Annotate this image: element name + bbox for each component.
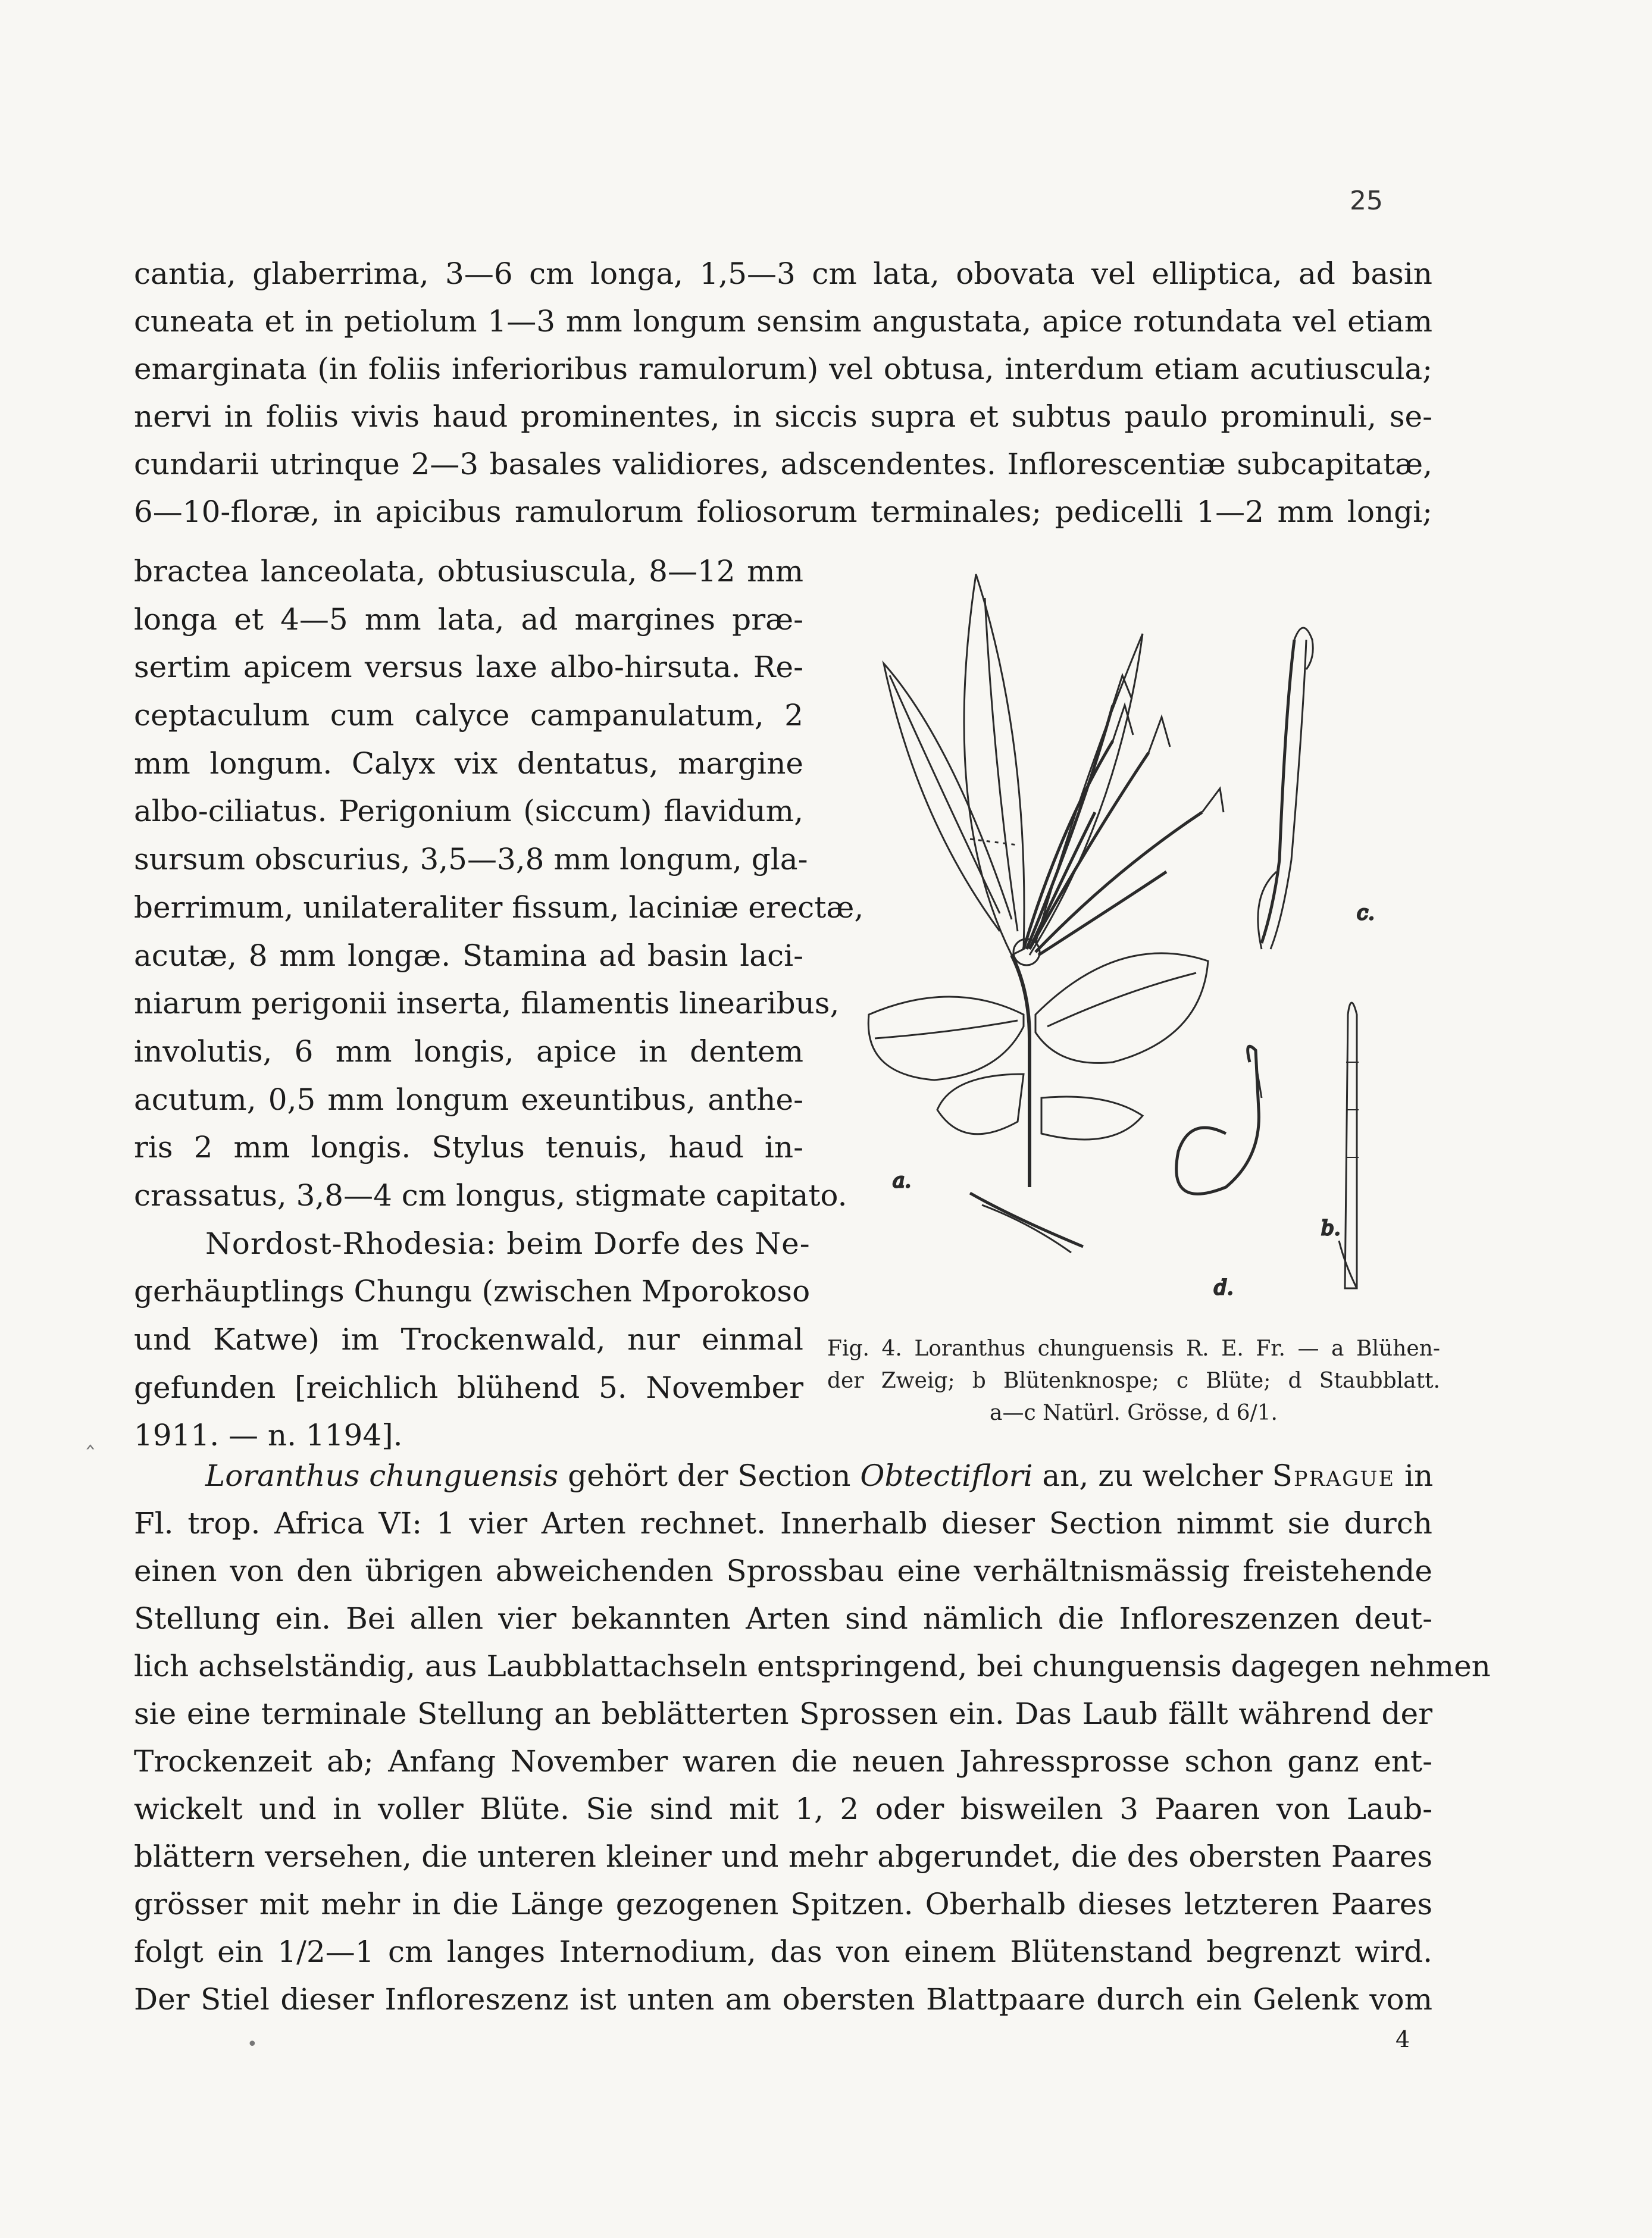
narrow-column-text <box>134 547 864 1460</box>
text-line-first <box>134 1452 1432 1500</box>
top-paragraph <box>134 250 1432 536</box>
text-line: folgt ein 1/2—1 cm langes Internodium, das von einem Blütenstand begrenzt wird. <box>134 1935 1432 1969</box>
text-line: gefunden [reichlich blühend 5. November <box>134 1370 803 1405</box>
figure-label-d: d. <box>1214 1276 1234 1300</box>
text-line: emarginata (in foliis inferioribus ramulorum) vel obtusa, interdum etiam acutiuscula; <box>134 352 1432 386</box>
figure-caption <box>827 1333 1440 1429</box>
text-line: Der Stiel dieser Infloreszenz ist unten am obersten Blattpaare durch ein Gelenk vom <box>134 1982 1432 2017</box>
text-line: albo-ciliatus. Perigonium (siccum) flavidum, <box>134 794 803 829</box>
discussion-paragraph <box>134 1452 1491 2023</box>
text-line: Trockenzeit ab; Anfang November waren die neuen Jahressprosse schon ganz ent- <box>134 1744 1432 1779</box>
text-line: blättern versehen, die unteren kleiner und mehr abgerundet, die des obersten Paares <box>134 1839 1432 1874</box>
text-fragment: in <box>1395 1458 1434 1493</box>
text-line: Stellung ein. Bei allen vier bekannten Arten sind nämlich die Infloreszenzen deut- <box>134 1601 1432 1636</box>
text-line: wickelt und in voller Blüte. Sie sind mit 1, 2 oder bisweilen 3 Paaren von Laub- <box>134 1792 1432 1826</box>
text-line: einen von den übrigen abweichenden Sprossbau eine verhältnismässig freistehende <box>134 1554 1432 1588</box>
footer-mark: • <box>247 2034 258 2055</box>
text-line: 6—10-floræ, in apicibus ramulorum foliosorum terminales; pedicelli 1—2 mm longi; <box>134 494 1432 529</box>
text-line: und Katwe) im Trockenwald, nur einmal <box>134 1322 803 1357</box>
text-line: acutum, 0,5 mm longum exeuntibus, anthe- <box>134 1082 803 1117</box>
text-line: sursum obscurius, 3,5—3,8 mm longum, gla- <box>134 842 808 877</box>
locality-line: Nordost-Rhodesia: beim Dorfe des Ne- <box>205 1226 811 1261</box>
text-line: niarum perigonii inserta, filamentis linearibus, <box>134 986 840 1021</box>
author-name: Sprague <box>1272 1458 1396 1493</box>
species-name: Loranthus chunguensis <box>205 1458 559 1493</box>
text-line: nervi in foliis vivis haud prominentes, in siccis supra et subtus paulo prominuli, se- <box>134 399 1432 434</box>
caption-line: Fig. 4. Loranthus chunguensis R. E. Fr. — a Blühen- <box>827 1336 1440 1361</box>
text-line: cuneata et in petiolum 1—3 mm longum sensim angustata, apice rotundata vel etiam <box>134 304 1432 339</box>
figure-label-b: b. <box>1321 1216 1341 1240</box>
text-line: gerhäuptlings Chungu (zwischen Mporokoso <box>134 1274 811 1309</box>
text-line: sertim apicem versus laxe albo-hirsuta. Re- <box>134 650 803 685</box>
text-line: ceptaculum cum calyce campanulatum, 2 <box>134 698 803 733</box>
figure-c-flower <box>1258 628 1313 949</box>
text-line: berrimum, unilateraliter fissum, laciniæ erectæ, <box>134 890 864 925</box>
botanical-illustration <box>833 562 1440 1300</box>
caption-line: der Zweig; b Blütenknospe; c Blüte; d Staubblatt. <box>827 1369 1440 1393</box>
section-name: Obtectiflori <box>860 1458 1033 1493</box>
margin-mark: ‸ <box>86 1422 95 1450</box>
text-line: mm longum. Calyx vix dentatus, margine <box>134 746 803 781</box>
text-line: crassatus, 3,8—4 cm longus, stigmate capitato. <box>134 1178 847 1213</box>
caption-line: a—c Natürl. Grösse, d 6/1. <box>990 1401 1278 1425</box>
text-line: grösser mit mehr in die Länge gezogenen Spitzen. Oberhalb dieses letzteren Paares <box>134 1887 1432 1921</box>
figure-label-c: c. <box>1357 901 1375 925</box>
text-line: cundarii utrinque 2—3 basales validiores, adscendentes. Inflorescentiæ subcapitatæ, <box>134 447 1432 481</box>
text-line: cantia, glaberrima, 3—6 cm longa, 1,5—3 cm lata, obovata vel elliptica, ad basin <box>134 256 1432 291</box>
text-line: acutæ, 8 mm longæ. Stamina ad basin laci- <box>134 938 803 973</box>
text-line: longa et 4—5 mm lata, ad margines præ- <box>134 602 803 637</box>
figure-a-branch <box>868 574 1224 1253</box>
figure-label-a: a. <box>893 1169 912 1192</box>
figure-b-bud <box>1339 1003 1359 1288</box>
figure-d-stamen <box>1177 1046 1262 1194</box>
text-line: bractea lanceolata, obtusiuscula, 8—12 mm <box>134 554 803 589</box>
text-fragment: gehört der Section <box>558 1458 861 1493</box>
text-line: sie eine terminale Stellung an beblätterten Sprossen ein. Das Laub fällt während der <box>134 1697 1432 1731</box>
text-line: involutis, 6 mm longis, apice in dentem <box>134 1034 803 1069</box>
signature-mark: 4 <box>1396 2026 1410 2052</box>
text-line: lich achselständig, aus Laubblattachseln entspringend, bei chunguensis dagegen nehmen <box>134 1649 1491 1683</box>
text-line: ris 2 mm longis. Stylus tenuis, haud in- <box>134 1130 803 1165</box>
text-fragment: an, zu welcher <box>1032 1458 1272 1493</box>
text-line: 1911. — n. 1194]. <box>134 1418 403 1453</box>
text-line: Fl. trop. Africa VI: 1 vier Arten rechnet. Innerhalb dieser Section nimmt sie durch <box>134 1506 1432 1541</box>
page-number: 25 <box>1350 186 1383 216</box>
